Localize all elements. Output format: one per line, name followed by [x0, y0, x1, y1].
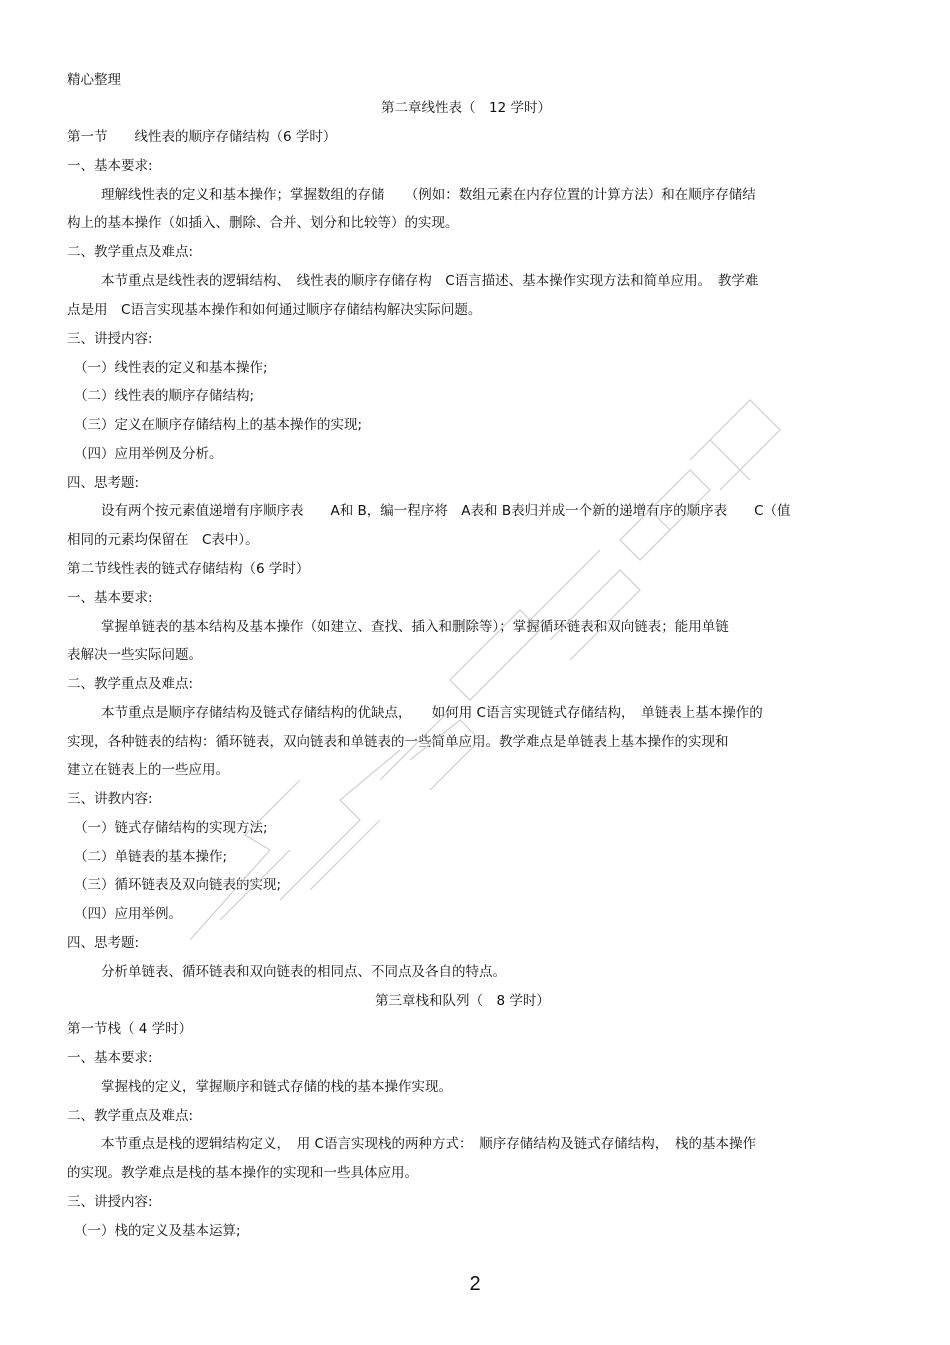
subsection-heading: 三、讲授内容: [67, 1194, 153, 1210]
subsection-heading: 三、讲授内容: [67, 331, 153, 347]
paragraph-line: 点是用 C语言实现基本操作和如何通过顺序存储结构解决实际问题。 [67, 302, 482, 318]
subsection-heading: 一、基本要求: [67, 158, 153, 174]
list-item: （一）栈的定义及基本运算; [74, 1223, 241, 1239]
list-item: （四）应用举例及分析。 [74, 446, 223, 462]
page-number: 2 [469, 1273, 481, 1295]
list-item: （三）循环链表及双向链表的实现; [74, 877, 282, 893]
subsection-heading: 二、教学重点及难点: [67, 1108, 194, 1124]
subsection-heading: 二、教学重点及难点: [67, 244, 194, 260]
chapter-title: 第三章栈和队列（ 8 学时） [375, 993, 550, 1009]
paragraph-line: 相同的元素均保留在 C表中）。 [67, 532, 259, 548]
header-label: 精心整理 [67, 72, 121, 88]
paragraph-line: 本节重点是顺序存储结构及链式存储结构的优缺点， 如何用 C语言实现链式存储结构， 单链表上基本操作的 [101, 705, 763, 721]
list-item: （一）线性表的定义和基本操作; [74, 360, 268, 376]
paragraph-line: 掌握栈的定义，掌握顺序和链式存储的栈的基本操作实现。 [101, 1079, 452, 1095]
paragraph-line: 理解线性表的定义和基本操作；掌握数组的存储 （例如：数组元素在内存位置的计算方法）和在顺序存储结 [101, 187, 756, 203]
subsection-heading: 二、教学重点及难点: [67, 676, 194, 692]
paragraph-line: 设有两个按元素值递增有序顺序表 A和 B，编一程序将 A表和 B表归并成一个新的递增有序的顺序表 C（值 [101, 503, 791, 519]
paragraph-line: 实现，各种链表的结构：循环链表，双向链表和单链表的一些简单应用。教学难点是单链表上基本操作的实现和 [67, 734, 729, 750]
subsection-heading: 四、思考题: [67, 935, 140, 951]
chapter-title: 第二章线性表（ 12 学时） [381, 100, 551, 116]
paragraph-line: 的实现。教学难点是栈的基本操作的实现和一些具体应用。 [67, 1165, 418, 1181]
paragraph-line: 本节重点是栈的逻辑结构定义， 用 C语言实现栈的两种方式： 顺序存储结构及链式存储结构， 栈的基本操作 [101, 1136, 756, 1152]
subsection-heading: 一、基本要求: [67, 590, 153, 606]
list-item: （三）定义在顺序存储结构上的基本操作的实现; [74, 417, 363, 433]
paragraph-line: 构上的基本操作（如插入、删除、合并、划分和比较等）的实现。 [67, 215, 459, 231]
list-item: （二）线性表的顺序存储结构; [74, 388, 255, 404]
list-item: （一）链式存储结构的实现方法; [74, 820, 268, 836]
subsection-heading: 一、基本要求: [67, 1050, 153, 1066]
section-heading: 第一节 线性表的顺序存储结构（6 学时） [67, 129, 337, 145]
paragraph-line: 表解决一些实际问题。 [67, 647, 202, 663]
subsection-heading: 四、思考题: [67, 475, 140, 491]
list-item: （四）应用举例。 [74, 906, 182, 922]
paragraph-line: 分析单链表、循环链表和双向链表的相同点、不同点及各自的特点。 [101, 964, 506, 980]
paragraph-line: 本节重点是线性表的逻辑结构、 线性表的顺序存储存构 C语言描述、基本操作实现方法和简单应用。 教学难 [101, 273, 759, 289]
section-heading: 第一节栈（ 4 学时） [67, 1021, 193, 1037]
section-heading: 第二节线性表的链式存储结构（6 学时） [67, 561, 310, 577]
paragraph-line: 掌握单链表的基本结构及基本操作（如建立、查找、插入和删除等）；掌握循环链表和双向链表；能用单链 [101, 619, 729, 635]
list-item: （二）单链表的基本操作; [74, 849, 228, 865]
subsection-heading: 三、讲教内容: [67, 791, 153, 807]
paragraph-line: 建立在链表上的一些应用。 [67, 762, 229, 778]
